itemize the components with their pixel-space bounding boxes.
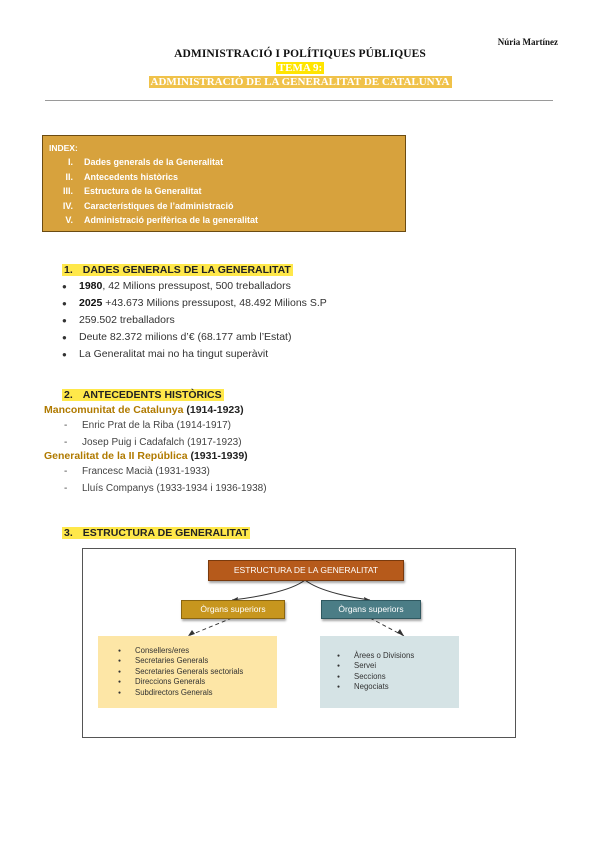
arrowhead-right-panel: [397, 629, 404, 636]
diagram-left-box: Òrgans superiors: [181, 600, 285, 619]
list-item: - Enric Prat de la Riba (1914-1917): [60, 420, 242, 437]
index-item-label: Dades generals de la Generalitat: [84, 157, 224, 167]
diagram-right-panel: [320, 636, 459, 708]
list-item: ● Negociats: [334, 682, 414, 692]
course-title: ADMINISTRACIÓ I POLÍTIQUES PÚBLIQUES: [174, 48, 426, 60]
list-item: ● Servei: [334, 661, 414, 671]
subheading-name: Mancomunitat de Catalunya: [44, 404, 184, 416]
bullet-text: La Generalitat mai no ha tingut superàvit: [79, 348, 269, 360]
list-item: ● Àrees o Divisions: [334, 651, 414, 661]
topic-subtitle-label: ADMINISTRACIÓ DE LA GENERALITAT DE CATALUNYA: [150, 76, 450, 88]
list-item: ● Seccions: [334, 672, 414, 682]
diagram-root-box: ESTRUCTURA DE LA GENERALITAT: [208, 560, 404, 581]
section3-num: 3.: [64, 527, 73, 539]
list-item: ● Subdirectors Generals: [115, 688, 243, 698]
list-item: - Josep Puig i Cadafalch (1917-1923): [60, 437, 242, 454]
section2-title: ANTECEDENTS HISTÒRICS: [82, 389, 222, 401]
bullet-text: 259.502 treballadors: [79, 314, 175, 326]
index-item-label: Característiques de l’administració: [84, 200, 234, 211]
connector-top-left: [232, 580, 305, 600]
bullet-bold: 2025: [79, 297, 103, 309]
section1-title: DADES GENERALS DE LA GENERALITAT: [82, 264, 291, 276]
list-item: ● Consellers/eres: [115, 646, 243, 656]
connector-top-right: [305, 580, 370, 600]
list-item: - Lluís Companys (1933-1934 i 1936-1938): [60, 483, 267, 500]
left-panel-list: [115, 646, 243, 698]
index-item-num: III.: [62, 186, 73, 196]
right-panel-list: [334, 651, 414, 693]
index-item-label: Antecedents històrics: [84, 171, 179, 182]
subheading-years: (1914-1923): [186, 404, 244, 416]
diagram-left-panel: [98, 636, 277, 708]
bullet-text: , 42 Milions pressupost, 500 treballadors: [102, 280, 291, 292]
section1-num: 1.: [64, 264, 73, 276]
index-item-num: IV.: [62, 200, 73, 211]
bullet-bold: 1980: [79, 280, 103, 292]
index-title: INDEX:: [49, 143, 78, 153]
index-item-num: II.: [65, 171, 73, 182]
author-name: Núria Martínez: [497, 37, 558, 47]
index-item-label: Administració perifèrica de la generalitat: [84, 215, 259, 225]
subheading-years: (1931-1939): [190, 450, 248, 462]
list-item: ● Secretaries Generals sectorials: [115, 667, 243, 677]
subheading-name: Generalitat de la II República: [44, 450, 188, 462]
list-item: ● Secretaries Generals: [115, 656, 243, 666]
list-item: ● Direccions Generals: [115, 677, 243, 687]
index-item-label: Estructura de la Generalitat: [84, 186, 202, 196]
diagram-right-box: Òrgans superiors: [321, 600, 421, 619]
index-item-num: I.: [67, 157, 73, 167]
section2-num: 2.: [64, 389, 73, 401]
section3-title: ESTRUCTURA DE GENERALITAT: [82, 527, 249, 539]
topic-label: TEMA 9:: [277, 62, 323, 74]
list-item: - Francesc Macià (1931-1933): [60, 466, 267, 483]
bullet-text: +43.673 Milions pressupost, 48.492 Milions S.P: [102, 297, 327, 309]
connector-left-panel: [188, 618, 232, 636]
index-item-num: V.: [65, 215, 73, 225]
bullet-text: Deute 82.372 milions d’€ (68.177 amb l’Estat): [79, 331, 292, 343]
